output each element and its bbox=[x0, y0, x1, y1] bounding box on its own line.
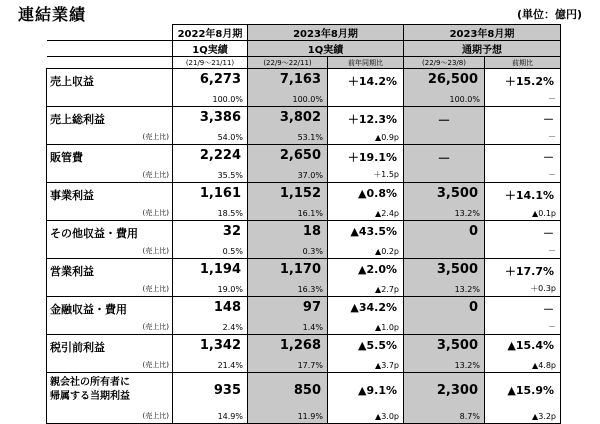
value-a: 935 bbox=[213, 383, 241, 398]
header-a-label: 1Q実績 bbox=[173, 41, 248, 57]
unit-label: (単位：億円) bbox=[516, 8, 582, 21]
value-a: 6,273 bbox=[199, 72, 241, 87]
row-label: 営業利益 bbox=[50, 265, 94, 278]
page-title: 連結業績 bbox=[18, 5, 87, 24]
table-row bbox=[47, 69, 561, 107]
ratio-b: 16.1% bbox=[297, 209, 323, 218]
header-c-period: 2023年8月期 bbox=[404, 25, 561, 41]
change-c: ▲15.9% bbox=[507, 384, 554, 397]
change-b-sub: ▲0.2p bbox=[375, 247, 399, 256]
row-label: 事業利益 bbox=[50, 189, 94, 202]
header-b-period: 2023年8月期 bbox=[248, 25, 404, 41]
header-b-range: (22/9～22/11) bbox=[248, 57, 328, 69]
header-row-range bbox=[47, 57, 561, 69]
header-b-label: 1Q実績 bbox=[248, 41, 404, 57]
ratio-a: 14.9% bbox=[217, 412, 243, 421]
ratio-c: 13.2% bbox=[454, 285, 480, 294]
table-row bbox=[47, 183, 561, 221]
table-body bbox=[47, 69, 561, 373]
change-c: ＋17.7% bbox=[504, 265, 554, 278]
row-sublabel: (売上比) bbox=[142, 133, 169, 141]
change-c-sub: － bbox=[548, 322, 556, 331]
value-c: － bbox=[437, 114, 451, 129]
row-sublabel: (売上比) bbox=[142, 361, 169, 369]
value-c: 2,300 bbox=[436, 383, 478, 398]
ratio-b: 0.3% bbox=[302, 247, 323, 256]
change-b: ▲34.2% bbox=[350, 301, 397, 314]
value-b: 1,170 bbox=[279, 262, 321, 277]
row-sublabel: (売上比) bbox=[142, 209, 169, 217]
row-sublabel: (売上比) bbox=[142, 412, 169, 420]
row-sublabel: (売上比) bbox=[142, 285, 169, 293]
ratio-c: 13.2% bbox=[454, 361, 480, 370]
financial-results-table bbox=[46, 24, 561, 424]
change-c: ▲15.4% bbox=[507, 339, 554, 352]
row-label: 金融収益・費用 bbox=[50, 303, 127, 316]
change-c-sub: － bbox=[548, 170, 556, 179]
change-c-sub: ▲4.8p bbox=[532, 361, 556, 370]
ratio-c: 13.2% bbox=[454, 209, 480, 218]
value-b: 1,268 bbox=[279, 338, 321, 353]
change-c: ＋14.1% bbox=[504, 189, 554, 202]
value-c: 0 bbox=[468, 300, 478, 315]
change-b: ▲2.0% bbox=[358, 263, 397, 276]
header-b-change: 前年同期比 bbox=[328, 57, 404, 69]
row-label: 売上総利益 bbox=[50, 113, 105, 126]
value-b: 3,802 bbox=[279, 110, 321, 125]
value-a: 1,194 bbox=[199, 262, 241, 277]
value-a: 1,342 bbox=[199, 338, 241, 353]
row-label: 税引前利益 bbox=[50, 341, 105, 354]
change-b-sub: ▲3.0p bbox=[375, 412, 399, 421]
ratio-b: 17.7% bbox=[297, 361, 323, 370]
ratio-a: 21.4% bbox=[217, 361, 243, 370]
table-row bbox=[47, 221, 561, 259]
ratio-b: 1.4% bbox=[302, 323, 323, 332]
ratio-c: 8.7% bbox=[459, 412, 480, 421]
ratio-a: 18.5% bbox=[217, 209, 243, 218]
row-label: その他収益・費用 bbox=[50, 227, 138, 240]
ratio-a: 19.0% bbox=[217, 285, 243, 294]
value-b: 18 bbox=[302, 224, 321, 239]
value-a: 2,224 bbox=[199, 148, 241, 163]
value-b: 2,650 bbox=[279, 148, 321, 163]
change-b-sub: ＋1.5p bbox=[373, 170, 399, 179]
value-c: － bbox=[437, 152, 451, 167]
value-a: 1,161 bbox=[199, 186, 241, 201]
ratio-a: 54.0% bbox=[217, 133, 243, 142]
row-sublabel: (売上比) bbox=[142, 323, 169, 331]
change-b: ＋12.3% bbox=[347, 113, 397, 126]
value-b: 7,163 bbox=[279, 72, 321, 87]
header-c-label: 通期予想 bbox=[404, 41, 561, 57]
change-b: ▲0.8% bbox=[358, 187, 397, 200]
value-b: 97 bbox=[302, 300, 321, 315]
change-b-sub: ▲2.7p bbox=[375, 285, 399, 294]
change-b: ▲43.5% bbox=[350, 225, 397, 238]
change-b-sub: ▲1.0p bbox=[375, 323, 399, 332]
table-row bbox=[47, 335, 561, 373]
row-sublabel: (売上比) bbox=[142, 247, 169, 255]
ratio-b: 37.0% bbox=[297, 171, 323, 180]
change-c: － bbox=[543, 303, 554, 316]
header-a-period: 2022年8月期 bbox=[173, 25, 248, 41]
value-c: 26,500 bbox=[427, 72, 478, 87]
change-b-sub: ▲2.4p bbox=[375, 209, 399, 218]
change-b: ＋14.2% bbox=[347, 75, 397, 88]
table-row-net-income bbox=[47, 373, 561, 424]
table-row bbox=[47, 259, 561, 297]
ratio-a: 2.4% bbox=[222, 323, 243, 332]
row-label: 親会社の所有者に 帰属する当期利益 bbox=[50, 377, 130, 402]
row-label: 売上収益 bbox=[50, 75, 94, 88]
change-c: ＋15.2% bbox=[504, 75, 554, 88]
change-b: ＋19.1% bbox=[347, 151, 397, 164]
ratio-a: 100.0% bbox=[212, 95, 243, 104]
value-b: 850 bbox=[293, 383, 321, 398]
header-c-change: 前期比 bbox=[485, 57, 561, 69]
ratio-b: 11.9% bbox=[297, 412, 323, 421]
change-c-sub: － bbox=[548, 132, 556, 141]
value-a: 148 bbox=[213, 300, 241, 315]
value-c: 0 bbox=[468, 224, 478, 239]
ratio-b: 53.1% bbox=[297, 133, 323, 142]
change-c: － bbox=[543, 113, 554, 126]
value-c: 3,500 bbox=[436, 262, 478, 277]
change-b-sub: ▲3.7p bbox=[375, 361, 399, 370]
value-c: 3,500 bbox=[436, 338, 478, 353]
table-row bbox=[47, 107, 561, 145]
change-b-sub: ▲0.9p bbox=[375, 133, 399, 142]
value-c: 3,500 bbox=[436, 186, 478, 201]
header-c-range: (22/9～23/8) bbox=[404, 57, 485, 69]
change-b: ▲5.5% bbox=[358, 339, 397, 352]
table-row bbox=[47, 145, 561, 183]
change-c: － bbox=[543, 227, 554, 240]
change-c-sub: ▲3.2p bbox=[532, 412, 556, 421]
change-c-sub: － bbox=[548, 246, 556, 255]
value-a: 3,386 bbox=[199, 110, 241, 125]
ratio-b: 16.3% bbox=[297, 285, 323, 294]
change-c-sub: － bbox=[548, 94, 556, 103]
ratio-b: 100.0% bbox=[292, 95, 323, 104]
header-a-range: (21/9～21/11) bbox=[173, 57, 248, 69]
table-row bbox=[47, 297, 561, 335]
value-b: 1,152 bbox=[279, 186, 321, 201]
change-c: － bbox=[543, 151, 554, 164]
ratio-c: 100.0% bbox=[449, 95, 480, 104]
value-a: 32 bbox=[222, 224, 241, 239]
row-label: 販管費 bbox=[50, 151, 83, 164]
change-c-sub: ▲0.1p bbox=[532, 209, 556, 218]
ratio-a: 0.5% bbox=[222, 247, 243, 256]
ratio-a: 35.5% bbox=[217, 171, 243, 180]
change-b: ▲9.1% bbox=[358, 384, 397, 397]
row-sublabel: (売上比) bbox=[142, 171, 169, 179]
header-row-label bbox=[47, 41, 561, 57]
header-row-period bbox=[47, 25, 561, 41]
change-c-sub: ＋0.3p bbox=[530, 284, 556, 293]
